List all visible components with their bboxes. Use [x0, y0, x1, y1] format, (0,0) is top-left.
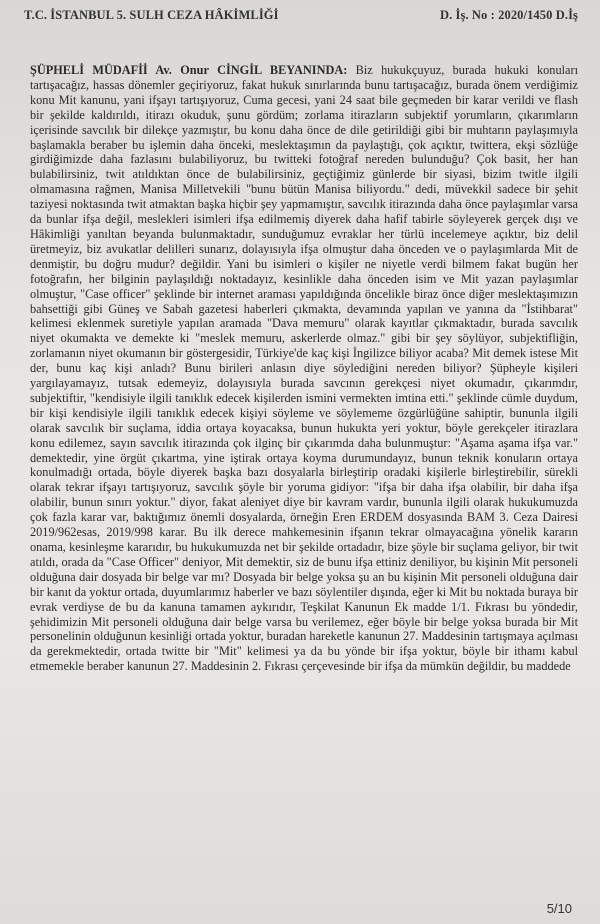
file-number: D. İş. No : 2020/1450 D.İş	[439, 8, 578, 22]
page-header	[24, 8, 578, 23]
court-title: T.C. İSTANBUL 5. SULH CEZA HÂKİMLİĞİ	[24, 8, 279, 22]
page-number: 5/10	[546, 901, 572, 916]
statement-text: Biz hukukçuyuz, burada hukuki konuları tartışacağız, hassas dönemler geçiriyoruz, fakat hukuk sınırlarında bunu tartışacağız, burada önem verdiğimiz konu Mit kanunu, yani ifşayı tartışıyoruz, Cuma gecesi, yani 24 saat bile geçmeden bir karar verildi ve flash bir şekilde kaldırıldı, itirazı okuduk, şunu gördüm; zorlama itirazların subjektif yorumların, çıkarımların içerisinde savcılık bir dilekçe yazmıştır, bu konu daha önce de dile getirildiği gibi bir muhtarın paylaşımıyla başlamakla beraber bu işlemin daha önceki, meslektaşımın da paylaştığı, çok açıktır, twittera, ekşi sözlüğe girdiğimizde daha fazlasını bulabiliyoruz, bu twitteki fotoğraf nereden bulunduğu? Çok basit, her han bulabilirsiniz, twit atıldıktan önce de bulabilirsiniz, geçtiğimiz günlerde bir siyasi, bizim twitle ilgili olmamasına rağmen, Manisa Milletvekili "bunu bütün Manisa biliyordu." dedi, müvekkil sadece bir şehit taziyesi noktasında twit atmaktan başka hiçbir şey yapmamıştır, savcılık itirazında daha önce paylaşımlar varsa da bunlar ifşa değil, meslekleri isimleri ifşa edilmemiş diyerek daha hafif tabirle söyleyerek gerçek dışı ve Hâkimliği yanıltan beyanda bulunmaktadır, sunduğumuz evraklar her türlü incelemeye açıktır, biz delil üretmeyiz, biz avukatlar delilleri sunarız, dolayısıyla ifşa olmuştur daha önceden ve o paylaşımlarda Mit de denmiştir, bu doğru mudur? değildir. Yani bu isimleri o kişiler ne niyetle verdi bilmem fakat bugün her fotoğrafın, her bilginin paylaşıldığı noktadayız, kesinlikle daha önceden isim ve Mit yazan paylaşımlar olmuştur, "Case officer" şeklinde bir internet araması yapıldığında öncelikle biraz önce diğer meslektaşımızın bahsettiği gibi Güneş ve Sabah gazetesi haberleri çıkmakta, devamında yapılan ve yanına da "İstihbarat" kelimesi eklenmek suretiyle yapılan aramada "Dava memuru" olarak kayıtlar çıkmaktadır, burada savcılık niyet okumakta ve demekte ki "meslek memuru, askerlerde olmaz." gibi bir şey söylüyor, subjektifliğin, zorlamanın niyet okumanın bir göstergesidir, Türkiye'de kaç kişi İngilizce biliyor acaba? Mit demek istese Mit der, bunu kaç kişi anladı? Bunu birileri anlasın diye söylediğini nereden biliyor? Şüpheyle kişileri yargılayamayız, tutsak edemeyiz, dolayısıyla burada savcının gerekçesi niyet okumadır, çıkarımdır, subjektiftir, "kendisiyle ilgili tanıklık edecek kişilerden ismini vermekten imtina etti." şeklinde cümle duydum, bir kişi kendisiyle ilgili tanıklık edecek kişiyi söyleme ve söylememe özgürlüğüne sahiptir, bununla ilgili olarak savcılık bir suçlama, iddia ortaya koyacaksa, bunun hukukta yeri yoktur, böyle gerekçeler itirazlara konu edilemez, sayın savcılık itirazında çok ilginç bir çıkarımda daha bulunmuştur: "Aşama aşama ifşa var." demektedir, yine örgüt çıkartma, yine iştirak ortaya koyma durumundayız, bunun teknik konuların ortaya konulmadığı ortada, böyle diyerek başka bazı dosyalarla birleştirip oradaki kişilerle birleştirebilir, sürekli olarak tekrar ifşayı tartışıyoruz, savcılık şöyle bir yoruma gidiyor: "ifşa bir daha ifşa olabilir, bir daha ifşa olabilir, bunun sınırı yoktur." diyor, fakat aleniyet diye bir kavram vardır, bununla ilgili olarak hukukumuzda çok fazla karar var, baktığımız önemli dosyalarda, örneğin Eren ERDEM dosyasında BAM 3. Ceza Dairesi 2019/962esas, 2019/998 karar. Bu ilk derece mahkemesinin ifşanın tekrar olmayacağına yönelik kararın onama, kesinleşme kararıdır, bu hukukumuzda net bir şekilde ortadadır, bize şöyle bir suçlama geliyor, bir twit atıldı, orada da "Case Officer" deniyor, Mit demektir, siz de bunu ifşa ettiniz deniliyor, bu kişinin Mit personeli olduğuna dair dosyada bir belge var mı? Dosyada bir belge yoksa şu an bu kişinin Mit personeli olduğuna dair bir kanıt da yoktur ortada, duyumlarımız haberler ve bazı söylentiler dışında, eğer ki Mit bu noktada buraya bir evrak verdiyse de bu da kanuna tamamen aykırıdır, Teşkilat Kanunun Ek madde 1/1. Fıkrası bu yöndedir, şehidimizin Mit personeli olduğuna dair belge varsa bu verilemez, eğer böyle bir belge yoksa burada bir Mit personelinin olduğunun kesinliği ortada yoktur, buradan hareketle kanunun 27. Maddesinin tartışmaya açılması da gerekmektedir, ortada twitte bir "Mit" kelimesi ya da bu yönde bir ifşa yoktur, böyle bir ithamı kabul etmemekle beraber kanunun 27. Maddesinin 2. Fıkrası çerçevesinde bir ifşa da mümkün değildir, bu maddede	[30, 63, 578, 674]
speaker-heading: ŞÜPHELİ MÜDAFİİ Av. Onur CİNGİL BEYANINDA:	[30, 63, 348, 77]
statement-paragraph	[30, 63, 578, 674]
